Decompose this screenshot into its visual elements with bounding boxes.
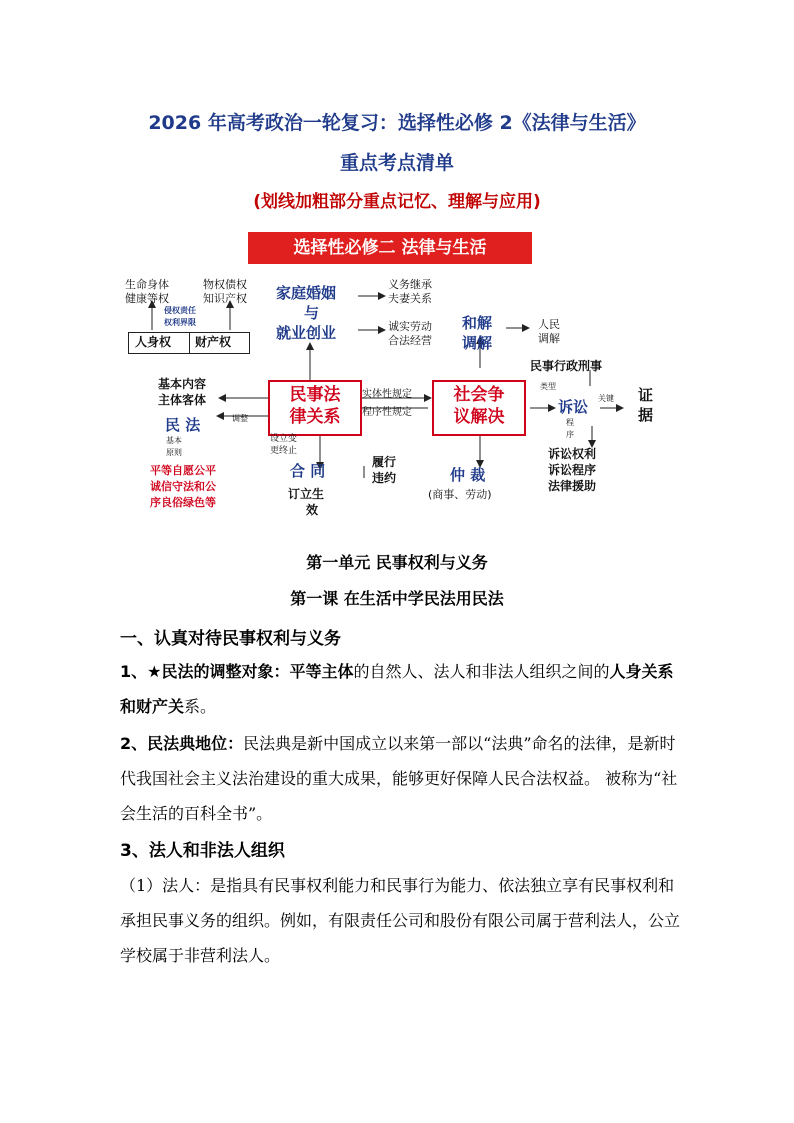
- diagram-dispute-box: [432, 380, 526, 436]
- section-heading-1: 一、认真对待民事权利与义务: [120, 629, 341, 649]
- diagram-mediate: 调解: [462, 334, 493, 352]
- diagram-type-label: 类型: [540, 382, 556, 391]
- diagram-employment: 就业创业: [276, 324, 337, 342]
- diagram-evidence1: 证: [638, 386, 654, 404]
- diagram-procedure2: 序: [566, 430, 574, 439]
- paragraph-1-text1: 的自然人、法人和非法人组织之间的: [353, 662, 610, 681]
- diagram-legal-aid: 法律援助: [548, 479, 597, 493]
- diagram-and: 与: [304, 304, 320, 322]
- diagram-label-marriage: 夫妻关系: [388, 292, 432, 305]
- diagram-label-legal-business: 合法经营: [388, 334, 432, 347]
- paragraph-2-text: 民法典是新中国成立以来第一部以“法典”命名的法律，是新时代我国社会主义法治建设的重大成果，能够更好保障人民合法权益。 被称为“社会生活的百科全书”。: [120, 734, 678, 823]
- diagram-label-inherit: 义务继承: [388, 278, 432, 291]
- diagram-basic: 基本: [166, 436, 182, 445]
- diagram-principles: 原则: [166, 448, 182, 457]
- diagram-evidence2: 据: [638, 406, 654, 424]
- paragraph-1-label: 1、★民法的调整对象：: [120, 662, 290, 681]
- diagram-case-types: 民事行政刑事: [530, 359, 603, 373]
- diagram-people: 人民: [538, 318, 560, 331]
- paragraph-4: （1）法人：是指具有民事权利能力和民事行为能力、依法独立享有民事权利和承担民事义务的组织。例如，有限责任公司和股份有限公司属于营利法人，公立学校属于非营利法人。: [120, 876, 681, 965]
- diagram-dispute-line2: 议解决: [453, 407, 505, 427]
- diagram-subject-object: 主体客体: [158, 393, 207, 407]
- diagram-substantive: 实体性规定: [362, 389, 412, 400]
- diagram-civil-law: 民 法: [165, 416, 201, 434]
- paragraph-2-label: 2、民法典地位：: [120, 734, 244, 753]
- diagram-reconcile: 和解: [462, 314, 493, 332]
- document-title: 2026 年高考政治一轮复习：选择性必修 2《法律与生活》: [148, 112, 646, 134]
- diagram-label-ip: 知识产权: [203, 292, 247, 305]
- document-title-line2: 重点考点清单: [339, 152, 454, 174]
- paragraph-1-bold2: 人身关系和财产关: [120, 662, 674, 716]
- diagram-breach: 违约: [372, 471, 397, 485]
- diagram-establish: 设立变: [270, 434, 298, 444]
- diagram-label-tort: 侵权责任: [164, 306, 196, 315]
- diagram-property-right: 财产权: [195, 335, 232, 349]
- paragraph-1-text2: 系。: [184, 697, 217, 716]
- diagram-label-property: 物权债权: [203, 278, 247, 291]
- diagram-people-mediate: 调解: [538, 332, 560, 345]
- paragraph-2: [120, 726, 680, 831]
- diagram-principles-line2: 诚信守法和公: [150, 480, 216, 493]
- diagram-adjust: 调整: [232, 414, 248, 423]
- paragraph-1: [120, 654, 680, 724]
- diagram-contract-effect: 效: [306, 503, 319, 517]
- diagram-box-rights: [128, 332, 250, 354]
- diagram-arbitration: 仲 裁: [450, 466, 486, 484]
- diagram-civil-relation-box: [268, 380, 362, 436]
- paragraph-1-bold1: 平等主体: [289, 662, 354, 681]
- paragraph-3-heading: 3、法人和非法人组织: [120, 841, 285, 861]
- diagram-family: 家庭婚姻: [276, 284, 337, 302]
- diagram-procedure1: 程: [566, 418, 574, 427]
- diagram-terminate: 更终止: [270, 446, 298, 456]
- diagram-litigation-rights: 诉讼权利: [548, 447, 597, 461]
- diagram-label-honest: 诚实劳动: [388, 320, 432, 333]
- lesson-title: 第一课 在生活中学民法用民法: [290, 589, 504, 608]
- diagram-label-life: 生命身体: [125, 278, 169, 291]
- diagram-litigation-procedure: 诉讼程序: [548, 463, 597, 477]
- diagram-contract: 合 同: [290, 462, 326, 480]
- unit-title: 第一单元 民事权利与义务: [306, 553, 488, 572]
- diagram-banner: 选择性必修二 法律与生活: [248, 232, 532, 264]
- diagram-principles-line1: 平等自愿公平: [150, 464, 216, 477]
- diagram-contract-form: 订立生: [288, 487, 325, 501]
- diagram-box-divider: [189, 333, 190, 353]
- document-subtitle: (划线加粗部分重点记忆、理解与应用): [253, 192, 541, 212]
- diagram-litigation: 诉讼: [558, 398, 589, 416]
- diagram-arbitration-sub: (商事、劳动): [428, 488, 492, 501]
- diagram-principles-line3: 序良俗绿色等: [150, 496, 216, 509]
- diagram-label-health: 健康等权: [125, 292, 169, 305]
- diagram-key-label: 关键: [598, 394, 614, 403]
- diagram-perform: 履行: [372, 455, 397, 469]
- diagram-civil-relation-line1: 民事法: [289, 385, 341, 405]
- diagram-basic-content: 基本内容: [158, 377, 207, 391]
- diagram-label-rights-limit: 权利界限: [164, 318, 196, 327]
- diagram-civil-relation-line2: 律关系: [289, 407, 341, 427]
- diagram-personal-right: 人身权: [135, 335, 172, 349]
- diagram-dispute-line1: 社会争: [453, 385, 505, 405]
- diagram-procedural: 程序性规定: [362, 407, 412, 418]
